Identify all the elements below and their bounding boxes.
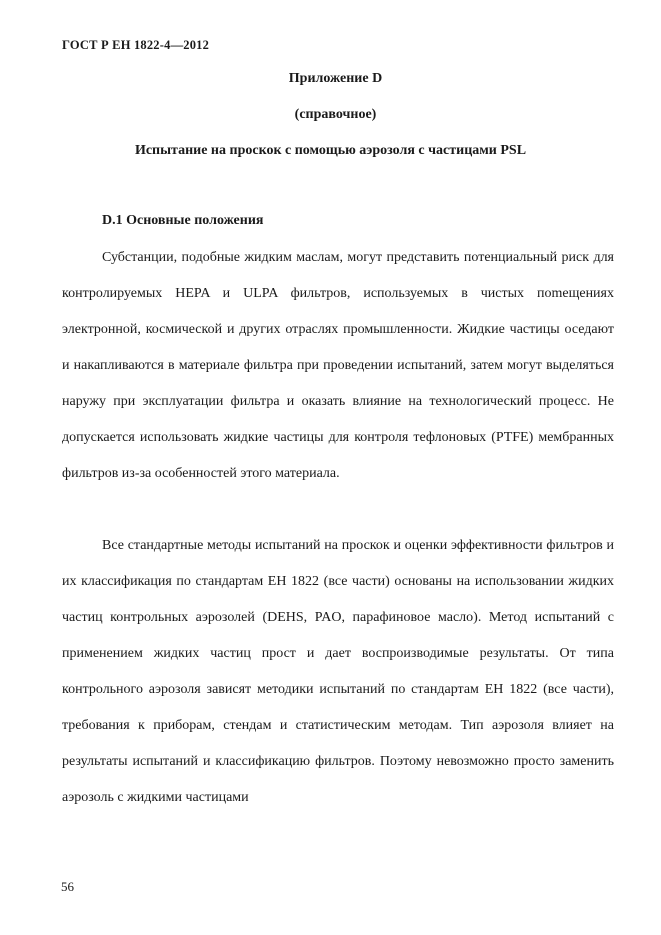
page-number: 56 (61, 879, 74, 894)
body-paragraph: Все стандартные методы испытаний на проскок и оценки эффективности фильтров и их классификация по стандартам ЕН 1822 (все части) основаны на использовании жидких частиц контрольных аэрозолей (DEHS, PAO, парафиновое масло). Метод испытаний с применением жидких частиц прост и дает воспроизводимые результаты. От типа контрольного аэрозоля зависят методики испытаний по стандартам ЕН 1822 (все части), требования к приборам, стендам и статистическим методам. Тип аэрозоля влияет на результаты испытаний и классификацию фильтров. Поэтому невозможно просто заменить аэрозоль с жидкими частицами (62, 538, 614, 805)
standard-code-header: ГОСТ Р ЕН 1822-4—2012 (62, 38, 210, 52)
annex-heading: Испытание на проскок с помощью аэрозоля с частицами PSL (134, 143, 527, 158)
body-paragraph: Субстанции, подобные жидким маслам, могут представить потенциальный риск для контролируемых HEPA и ULPA фильтров, используемых в чистых поmещениях электронной, космической и других отраслях промышленности. Жидкие частицы оседают и накапливаются в материале фильтра при проведении испытаний, затем могут выделяться наружу при эксплуатации фильтра и оказать влияние на технологический процесс. Не допускается использовать жидкие частицы для контроля тефлоновых (PTFE) мембранных фильтров из-за особенностей этого материала. (62, 250, 614, 481)
section-heading: D.1 Основные положения (102, 213, 264, 228)
annex-title: Приложение D (288, 71, 383, 86)
annex-type: (справочное) (294, 107, 377, 122)
